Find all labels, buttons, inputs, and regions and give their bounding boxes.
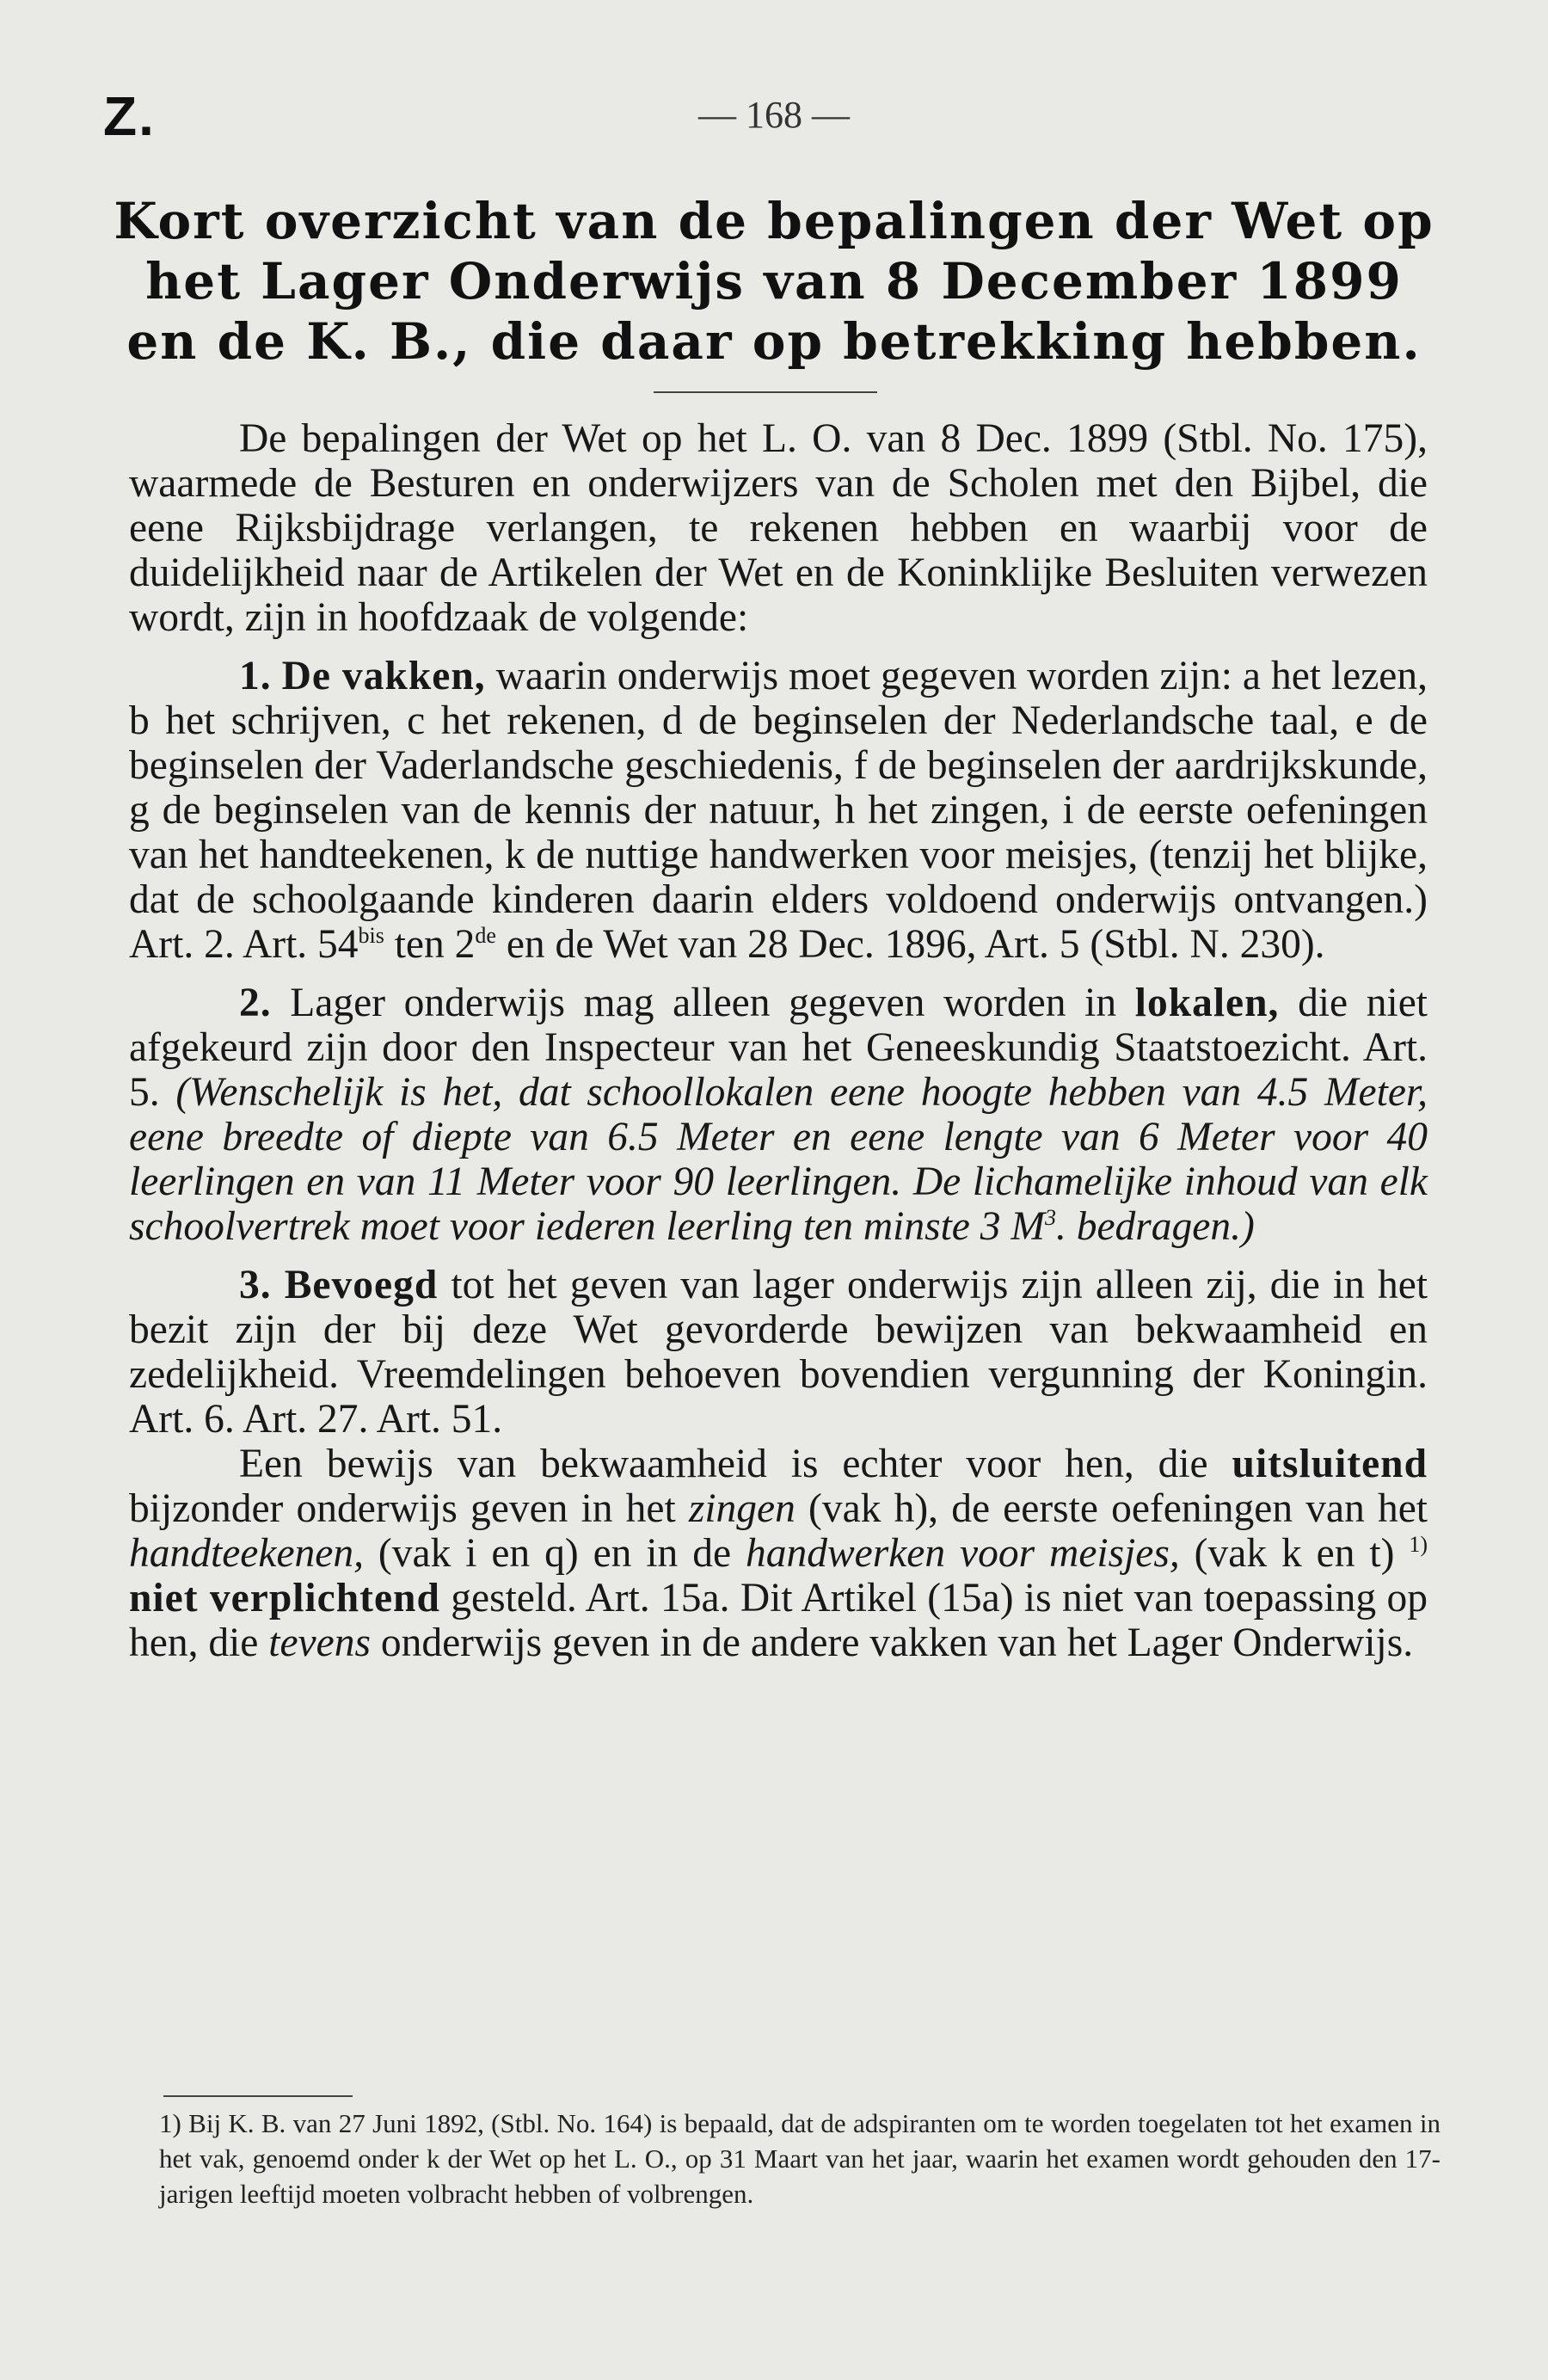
section-3-text: tot het geven van lager onderwijs zijn alleen zij, die in het bezit zijn der bij deze Wet gevorderde bewijzen van bekwaamheid en zedelijkheid. Vreemdelingen behoeven bovendien vergunning der Koningin. Art. 6. Art. 27. Art. 51. [129, 1263, 1428, 1442]
footnote-divider [163, 2095, 353, 2097]
s3b-text-2: bijzonder onderwijs geven in het [129, 1486, 676, 1531]
section-3 [129, 1263, 1428, 1442]
footnote-reference: 1) [1409, 1532, 1428, 1558]
s3b-text-5: (vak k en t) [1194, 1531, 1395, 1576]
s3b-italic-4: tevens [268, 1620, 371, 1665]
section-1-sup-bis: bis [358, 923, 384, 949]
page-title: Kort overzicht van de bepalingen der Wet op het Lager Onderwijs van 8 December 1899 en de K. B., die daar op betrekking hebben. [114, 192, 1434, 371]
section-1-number: 1. [239, 654, 272, 698]
section-2-text: die niet afgekeurd zijn door den Inspecteur van het Geneeskundig Staatstoezicht. Art. 5. [129, 981, 1428, 1115]
section-2-italic-end: . bedragen.) [1055, 1204, 1255, 1249]
section-1 [129, 654, 1428, 967]
title-divider [654, 391, 877, 393]
section-2-label: lokalen, [1134, 981, 1280, 1025]
page-number: — 168 — [698, 94, 850, 136]
s3b-text-7: onderwijs geven in de andere vakken van het Lager Onderwijs. [380, 1620, 1414, 1665]
section-3-number: 3. [239, 1263, 272, 1307]
s3b-italic-1: zingen [688, 1486, 796, 1531]
section-1-text-c: en de Wet van 28 Dec. 1896, Art. 5 (Stbl. N. 230). [495, 922, 1325, 967]
section-2-sup: 3 [1044, 1205, 1056, 1231]
section-2-number: 2. [239, 981, 272, 1025]
body-text [129, 416, 1428, 1665]
section-3-label: Bevoegd [284, 1263, 439, 1307]
section-2 [129, 981, 1428, 1249]
s3b-text-1: Een bewijs van bekwaamheid is echter voor hen, die [239, 1442, 1208, 1486]
section-1-label: De vakken, [281, 654, 486, 698]
section-2-italic-note: (Wenschelijk is het, dat schoollokalen eene hoogte hebben van 4.5 Meter, eene breedte of diepte van 6.5 Meter en eene lengte van 6 Meter voor 40 leerlingen en van 11 Meter voor 90 leerlingen. De lichamelijke inhoud van elk schoolvertrek moet voor iederen leerling ten minste 3 M [129, 1070, 1428, 1249]
s3b-italic-3: handwerken voor meisjes, [745, 1531, 1180, 1576]
s3b-bold-1: uitsluitend [1232, 1442, 1428, 1486]
page-marker: Z. [103, 85, 156, 147]
section-1-text: waarin onderwijs moet gegeven worden zijn: a het lezen, b het schrijven, c het rekenen, d de beginselen der Nederlandsche taal, e de beginselen der Vaderlandsche geschiedenis, f de beginselen der aardrijkskunde, g de beginselen van de kennis der natuur, h het zingen, i de eerste oefeningen van het handteekenen, k de nuttige handwerken voor meisjes, (tenzij het blijke, dat de schoolgaande kinderen daarin elders voldoend onderwijs ontvangen.) Art. 2. Art. 54 [129, 654, 1428, 967]
s3b-text-6: gesteld. Art. 15a. Dit Artikel (15a) is niet van toepassing op hen, die [129, 1576, 1428, 1665]
intro-paragraph: De bepalingen der Wet op het L. O. van 8 Dec. 1899 (Stbl. No. 175), waarmede de Besturen en onderwijzers van de Scholen met den Bijbel, die eene Rijksbijdrage verlangen, te rekenen hebben en waarbij voor de duidelijkheid naar de Artikelen der Wet en de Koninklijke Besluiten verwezen wordt, zijn in hoofdzaak de volgende: [129, 416, 1428, 640]
section-2-pre: Lager onderwijs mag alleen gegeven worden in [290, 981, 1117, 1025]
section-3-continuation [129, 1442, 1428, 1665]
s3b-text-4: (vak i en q) en in de [378, 1531, 732, 1576]
s3b-italic-2: handteekenen, [129, 1531, 364, 1576]
s3b-bold-2: niet verplichtend [129, 1576, 440, 1620]
footnote: 1) Bij K. B. van 27 Juni 1892, (Stbl. No. 164) is bepaald, dat de adspiranten om te worden toegelaten tot het examen in het vak, genoemd onder k der Wet op het L. O., op 31 Maart van het jaar, waarin het examen wordt gehouden den 17-jarigen leeftijd moeten volbracht hebben of volbrengen. [159, 2108, 1440, 2209]
section-1-sup-de: de [475, 923, 496, 949]
section-1-text-b: ten 2 [384, 922, 476, 967]
s3b-text-3: (vak h), de eerste oefeningen van het [808, 1486, 1428, 1531]
